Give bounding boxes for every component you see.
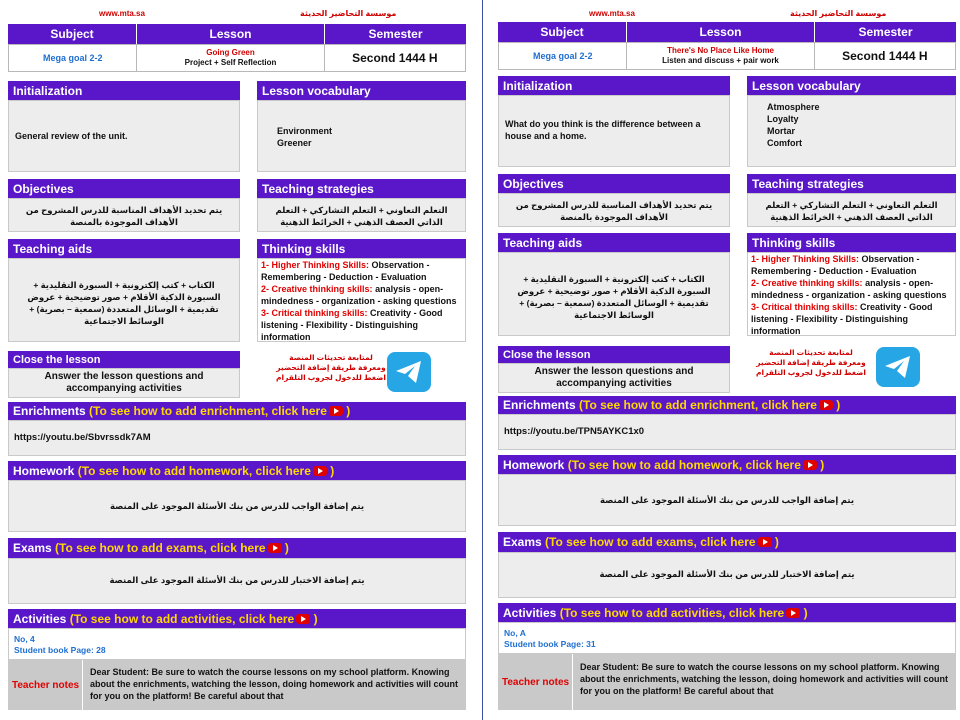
close-paren: ) <box>330 463 335 478</box>
enrichments-howto-link[interactable]: (To see how to add enrichment, click here <box>89 404 327 418</box>
homework-title: Homework <box>13 463 75 478</box>
telegram-text[interactable]: لمتابعة تحديثات المنصة ومعرفة طريقة إضافة التحضير اضغط للدخول لجروب التلقرام <box>756 348 866 377</box>
enrichments-title: Enrichments <box>13 404 86 418</box>
exams-text: يتم إضافة الاختبار للدرس من بنك الأسئلة الموجود على المنصة <box>8 558 466 604</box>
initialization-text: What do you think is the difference between a house and a home. <box>505 119 701 141</box>
thinking-3-text: Creativity - Good listening - Flexibility - Distinguishing information <box>261 308 443 342</box>
exams-title: Exams <box>13 541 52 555</box>
semester-header: Semester <box>815 22 956 42</box>
vocabulary-word: Atmosphere <box>767 102 820 112</box>
vocabulary-word: Comfort <box>767 138 802 148</box>
thinking-3-label: 3- Critical thinking skills: <box>261 308 368 318</box>
header-labels <box>8 24 466 44</box>
strategies-title: Teaching strategies <box>747 174 956 193</box>
student-book-label: Student book Page: <box>504 639 587 649</box>
org-name: موسسة التحاضير الحديثة <box>790 9 887 18</box>
header-values <box>498 42 956 70</box>
website-url[interactable]: www.mta.sa <box>589 9 635 18</box>
enrichment-url[interactable]: https://youtu.be/Sbvrssdk7AM <box>8 420 466 456</box>
teacher-notes-text: Dear Student: Be sure to watch the course lessons on my school platform. Knowing about the enrichments, watching the lesson, doing homework and activities will count for you on the platform! Be careful about that <box>580 662 949 696</box>
vocabulary-word: Greener <box>277 138 312 148</box>
student-book-page <box>14 645 460 656</box>
header-values <box>8 44 466 72</box>
lesson-header: Lesson <box>627 22 815 42</box>
close-text: Answer the lesson questions and accompanying activities <box>8 368 240 398</box>
initialization-body <box>8 100 240 172</box>
activities-body <box>8 628 466 660</box>
semester-value <box>325 45 465 71</box>
subject-header: Subject <box>498 22 627 42</box>
aids-title: Teaching aids <box>498 233 730 252</box>
vocabulary-body <box>747 95 956 167</box>
vocabulary-word: Mortar <box>767 126 796 136</box>
student-book-label: Student book Page: <box>14 645 97 655</box>
student-book-number: 31 <box>586 639 596 649</box>
initialization-body <box>498 95 730 167</box>
activities-title-bar <box>8 609 466 628</box>
activity-number: No, A <box>504 628 526 638</box>
youtube-icon[interactable] <box>758 537 772 547</box>
homework-howto-link[interactable]: (To see how to add homework, click here <box>77 463 311 478</box>
thinking-1-text: Observation - Remembering - Deduction - Evaluation <box>751 254 920 276</box>
thinking-title: Thinking skills <box>747 233 956 252</box>
telegram-plane-icon <box>884 355 912 379</box>
thinking-body <box>747 252 956 336</box>
thinking-2-text: analysis - open-mindedness - organization - asking questions <box>751 278 947 300</box>
vocabulary-body <box>257 100 466 172</box>
semester-text: Second 1444 H <box>352 51 438 65</box>
homework-title-bar <box>498 455 956 474</box>
header-labels <box>498 22 956 42</box>
telegram-icon[interactable] <box>876 347 920 387</box>
activities-title: Activities <box>503 605 557 620</box>
exams-howto-link[interactable]: (To see how to add exams, click here <box>545 535 756 549</box>
page-divider <box>482 0 483 720</box>
student-book-number: 28 <box>96 645 106 655</box>
initialization-title: Initialization <box>8 81 240 100</box>
youtube-icon[interactable] <box>803 460 817 470</box>
thinking-2-text: analysis - open-mindedness - organization - asking questions <box>261 284 457 306</box>
enrichment-url[interactable]: https://youtu.be/TPN5AYKC1x0 <box>498 414 956 450</box>
activities-title-bar <box>498 603 956 622</box>
teacher-notes-divider <box>572 654 573 710</box>
lesson-title: Going Green <box>206 48 255 57</box>
youtube-icon[interactable] <box>786 608 800 618</box>
close-paren: ) <box>820 457 825 472</box>
lesson-plan-page-1 <box>6 0 468 720</box>
activities-howto-link[interactable]: (To see how to add activities, click here <box>559 605 785 620</box>
close-paren: ) <box>346 404 351 418</box>
enrichments-title-bar <box>8 402 466 420</box>
activities-howto-link[interactable]: (To see how to add activities, click here <box>69 611 295 626</box>
semester-header: Semester <box>325 24 466 44</box>
lesson-value <box>627 43 814 69</box>
thinking-1-label: 1- Higher Thinking Skills: <box>261 260 370 270</box>
thinking-2-label: 2- Creative thinking skills: <box>261 284 373 294</box>
subject-header: Subject <box>8 24 137 44</box>
objectives-text: يتم تحديد الأهداف المناسبة للدرس المشروح من الأهداف الموجودة بالمنصة <box>8 198 240 232</box>
thinking-body <box>257 258 466 342</box>
aids-title: Teaching aids <box>8 239 240 258</box>
activities-body <box>498 622 956 654</box>
thinking-2-label: 2- Creative thinking skills: <box>751 278 863 288</box>
lesson-header: Lesson <box>137 24 325 44</box>
lesson-value <box>137 45 324 71</box>
youtube-icon[interactable] <box>819 400 833 410</box>
homework-title-bar <box>8 461 466 480</box>
exams-title-bar <box>8 538 466 558</box>
exams-title: Exams <box>503 535 542 549</box>
teacher-notes-label: Teacher notes <box>12 680 80 691</box>
lesson-title: There's No Place Like Home <box>667 46 774 55</box>
close-paren: ) <box>284 541 289 555</box>
subject-value <box>499 43 627 69</box>
exams-text: يتم إضافة الاختبار للدرس من بنك الأسئلة الموجود على المنصة <box>498 552 956 598</box>
subject-value <box>9 45 137 71</box>
objectives-title: Objectives <box>498 174 730 193</box>
initialization-text: General review of the unit. <box>15 131 128 141</box>
semester-value <box>815 43 955 69</box>
youtube-icon[interactable] <box>329 406 343 416</box>
enrichments-howto-link[interactable]: (To see how to add enrichment, click here <box>579 398 817 412</box>
initialization-title: Initialization <box>498 76 730 95</box>
teacher-notes-divider <box>82 660 83 710</box>
thinking-1-label: 1- Higher Thinking Skills: <box>751 254 860 264</box>
close-title: Close the lesson <box>8 351 240 368</box>
homework-howto-link[interactable]: (To see how to add homework, click here <box>567 457 801 472</box>
thinking-title: Thinking skills <box>257 239 466 258</box>
homework-title: Homework <box>503 457 565 472</box>
teacher-notes-text: Dear Student: Be sure to watch the course lessons on my school platform. Knowing about the enrichments, watching the lesson, doing homework and activities will count for you on the platform! Be careful about that <box>90 667 459 701</box>
vocabulary-title: Lesson vocabulary <box>747 76 956 95</box>
lesson-plan-page-2 <box>496 0 958 720</box>
student-book-page <box>504 639 950 650</box>
youtube-icon[interactable] <box>296 614 310 624</box>
strategies-title: Teaching strategies <box>257 179 466 198</box>
lesson-subtitle: Project + Self Reflection <box>184 58 277 67</box>
activities-title: Activities <box>13 611 67 626</box>
lesson-subtitle: Listen and discuss + pair work <box>662 56 779 65</box>
close-paren: ) <box>836 398 841 412</box>
thinking-3-text: Creativity - Good listening - Flexibility - Distinguishing information <box>751 302 933 336</box>
vocabulary-word: Environment <box>277 126 333 136</box>
vocabulary-title: Lesson vocabulary <box>257 81 466 100</box>
telegram-icon[interactable] <box>387 352 431 392</box>
objectives-text: يتم تحديد الأهداف المناسبة للدرس المشروح من الأهداف الموجودة بالمنصة <box>498 193 730 227</box>
thinking-1-text: Observation - Remembering - Deduction - Evaluation <box>261 260 430 282</box>
telegram-plane-icon <box>395 360 423 384</box>
objectives-title: Objectives <box>8 179 240 198</box>
homework-text: يتم إضافة الواجب للدرس من بنك الأسئلة الموجود على المنصة <box>8 480 466 532</box>
close-paren: ) <box>803 605 808 620</box>
subject-text: Mega goal 2-2 <box>532 51 593 61</box>
website-url[interactable]: www.mta.sa <box>99 9 145 18</box>
close-text: Answer the lesson questions and accompanying activities <box>498 363 730 393</box>
youtube-icon[interactable] <box>313 466 327 476</box>
exams-howto-link[interactable]: (To see how to add exams, click here <box>55 541 266 555</box>
org-name: موسسة التحاضير الحديثة <box>300 9 397 18</box>
telegram-text[interactable]: لمتابعة تحديثات المنصة ومعرفة طريقة إضافة التحضير اضغط للدخول لجروب التلقرام <box>276 353 386 382</box>
vocabulary-word: Loyalty <box>767 114 799 124</box>
enrichments-title-bar <box>498 396 956 414</box>
aids-text: الكتاب + كتب إلكترونية + السبورة التقليدية + السبورة الذكية الأقلام + صور توضيحية + عروض تقديمية + الوسائل المتعددة (سمعية – بصرية) + الوسائط الاجتماعية <box>498 252 730 336</box>
strategies-text: التعلم التعاوني + التعلم التشاركي + التعلم الذاتي العصف الذهني + الخرائط الذهنية <box>257 198 466 232</box>
aids-text: الكتاب + كتب إلكترونية + السبورة التقليدية + السبورة الذكية الأقلام + صور توضيحية + عروض تقديمية + الوسائل المتعددة (سمعية – بصرية) + الوسائط الاجتماعية <box>8 258 240 342</box>
activity-number: No, 4 <box>14 634 35 644</box>
close-title: Close the lesson <box>498 346 730 363</box>
subject-text: Mega goal 2-2 <box>42 53 103 63</box>
enrichments-title: Enrichments <box>503 398 576 412</box>
close-paren: ) <box>313 611 318 626</box>
close-paren: ) <box>774 535 779 549</box>
teacher-notes-label: Teacher notes <box>502 677 570 688</box>
exams-title-bar <box>498 532 956 552</box>
thinking-3-label: 3- Critical thinking skills: <box>751 302 858 312</box>
homework-text: يتم إضافة الواجب للدرس من بنك الأسئلة الموجود على المنصة <box>498 474 956 526</box>
strategies-text: التعلم التعاوني + التعلم التشاركي + التعلم الذاتي العصف الذهني + الخرائط الذهنية <box>747 193 956 227</box>
youtube-icon[interactable] <box>268 543 282 553</box>
semester-text: Second 1444 H <box>842 49 928 63</box>
